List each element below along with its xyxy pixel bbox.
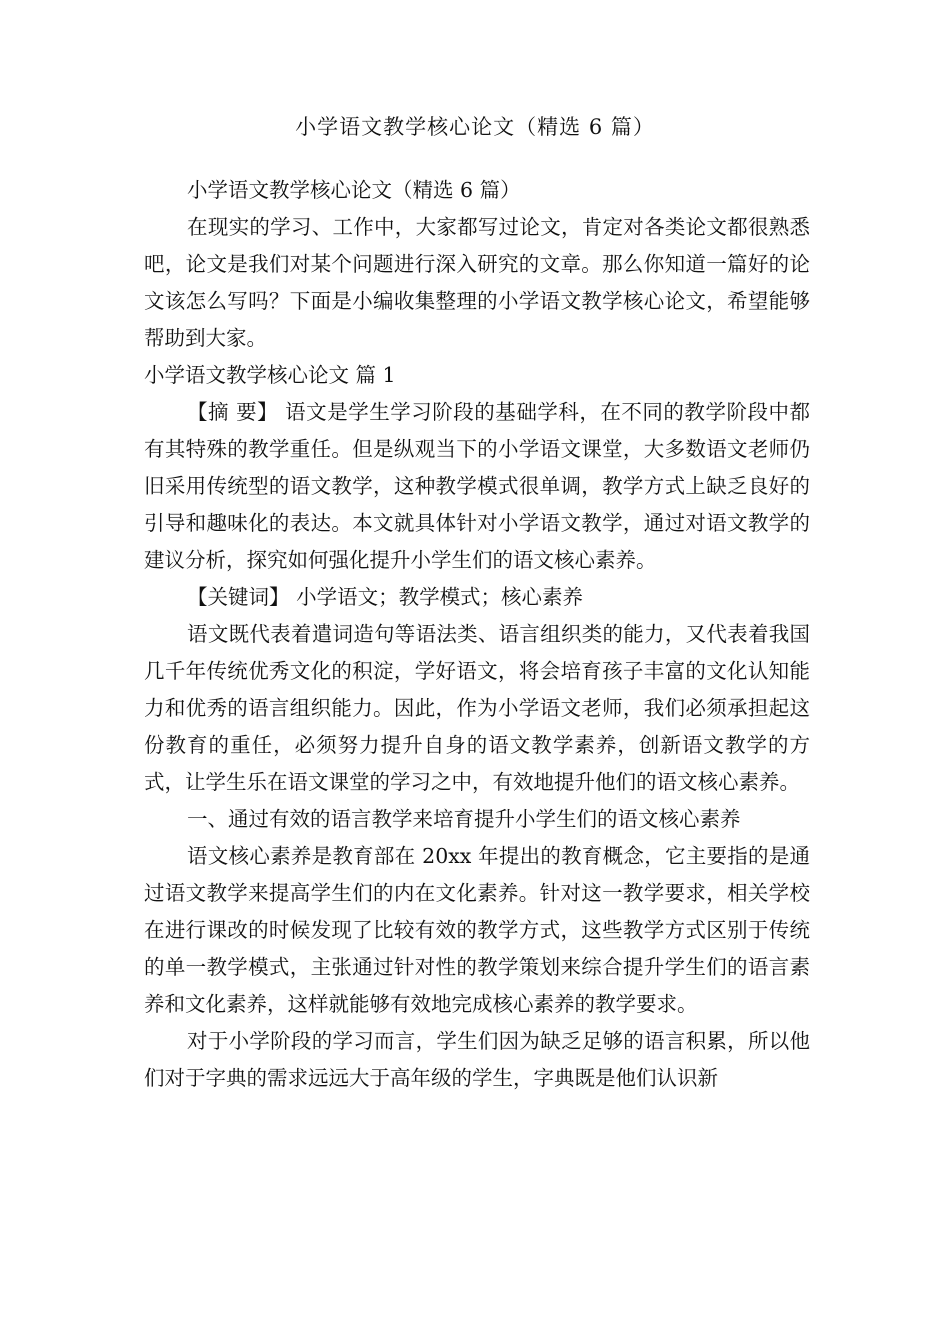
- subtitle-paragraph: 小学语文教学核心论文（精选 6 篇）: [187, 178, 521, 202]
- body-paragraph-1: 语文既代表着遣词造句等语法类、语言组织类的能力，又代表着我国几千年传统优秀文化的积淀，学好语文，将会培育孩子丰富的文化认知能力和优秀的语言组织能力。因此，作为小学语文老师，我们必须承担起这份教育的重任，必须努力提升自身的语文教学素养，创新语文教学的方式，让学生乐在语文课堂的学习之中，有效地提升他们的语文核心素养。: [144, 622, 810, 794]
- document-body: [144, 172, 810, 1097]
- document-title: 小学语文教学核心论文（精选 6 篇）: [295, 115, 655, 139]
- keywords-paragraph: 【关键词】 小学语文；教学模式；核心素养: [187, 585, 584, 609]
- section-heading: 小学语文教学核心论文 篇 1: [144, 363, 396, 387]
- intro-paragraph: 在现实的学习、工作中，大家都写过论文，肯定对各类论文都很熟悉吧，论文是我们对某个问题进行深入研究的文章。那么你知道一篇好的论文该怎么写吗？下面是小编收集整理的小学语文教学核心论文，希望能够帮助到大家。: [144, 215, 810, 350]
- body-paragraph-3: 对于小学阶段的学习而言，学生们因为缺乏足够的语言积累，所以他们对于字典的需求远远大于高年级的学生，字典既是他们认识新: [144, 1029, 810, 1090]
- subheading-1: 一、通过有效的语言教学来培育提升小学生们的语文核心素养: [187, 807, 741, 831]
- body-paragraph-2: 语文核心素养是教育部在 20xx 年提出的教育概念，它主要指的是通过语文教学来提高学生们的内在文化素养。针对这一教学要求，相关学校在进行课改的时候发现了比较有效的教学方式，这些教学方式区别于传统的单一教学模式，主张通过针对性的教学策划来综合提升学生们的语言素养和文化素养，这样就能够有效地完成核心素养的教学要求。: [144, 844, 810, 1016]
- abstract-paragraph: 【摘 要】 语文是学生学习阶段的基础学科，在不同的教学阶段中都有其特殊的教学重任。但是纵观当下的小学语文课堂，大多数语文老师仍旧采用传统型的语文教学，这种教学模式很单调，教学方式上缺乏良好的引导和趣味化的表达。本文就具体针对小学语文教学，通过对语文教学的建议分析，探究如何强化提升小学生们的语文核心素养。: [144, 400, 810, 572]
